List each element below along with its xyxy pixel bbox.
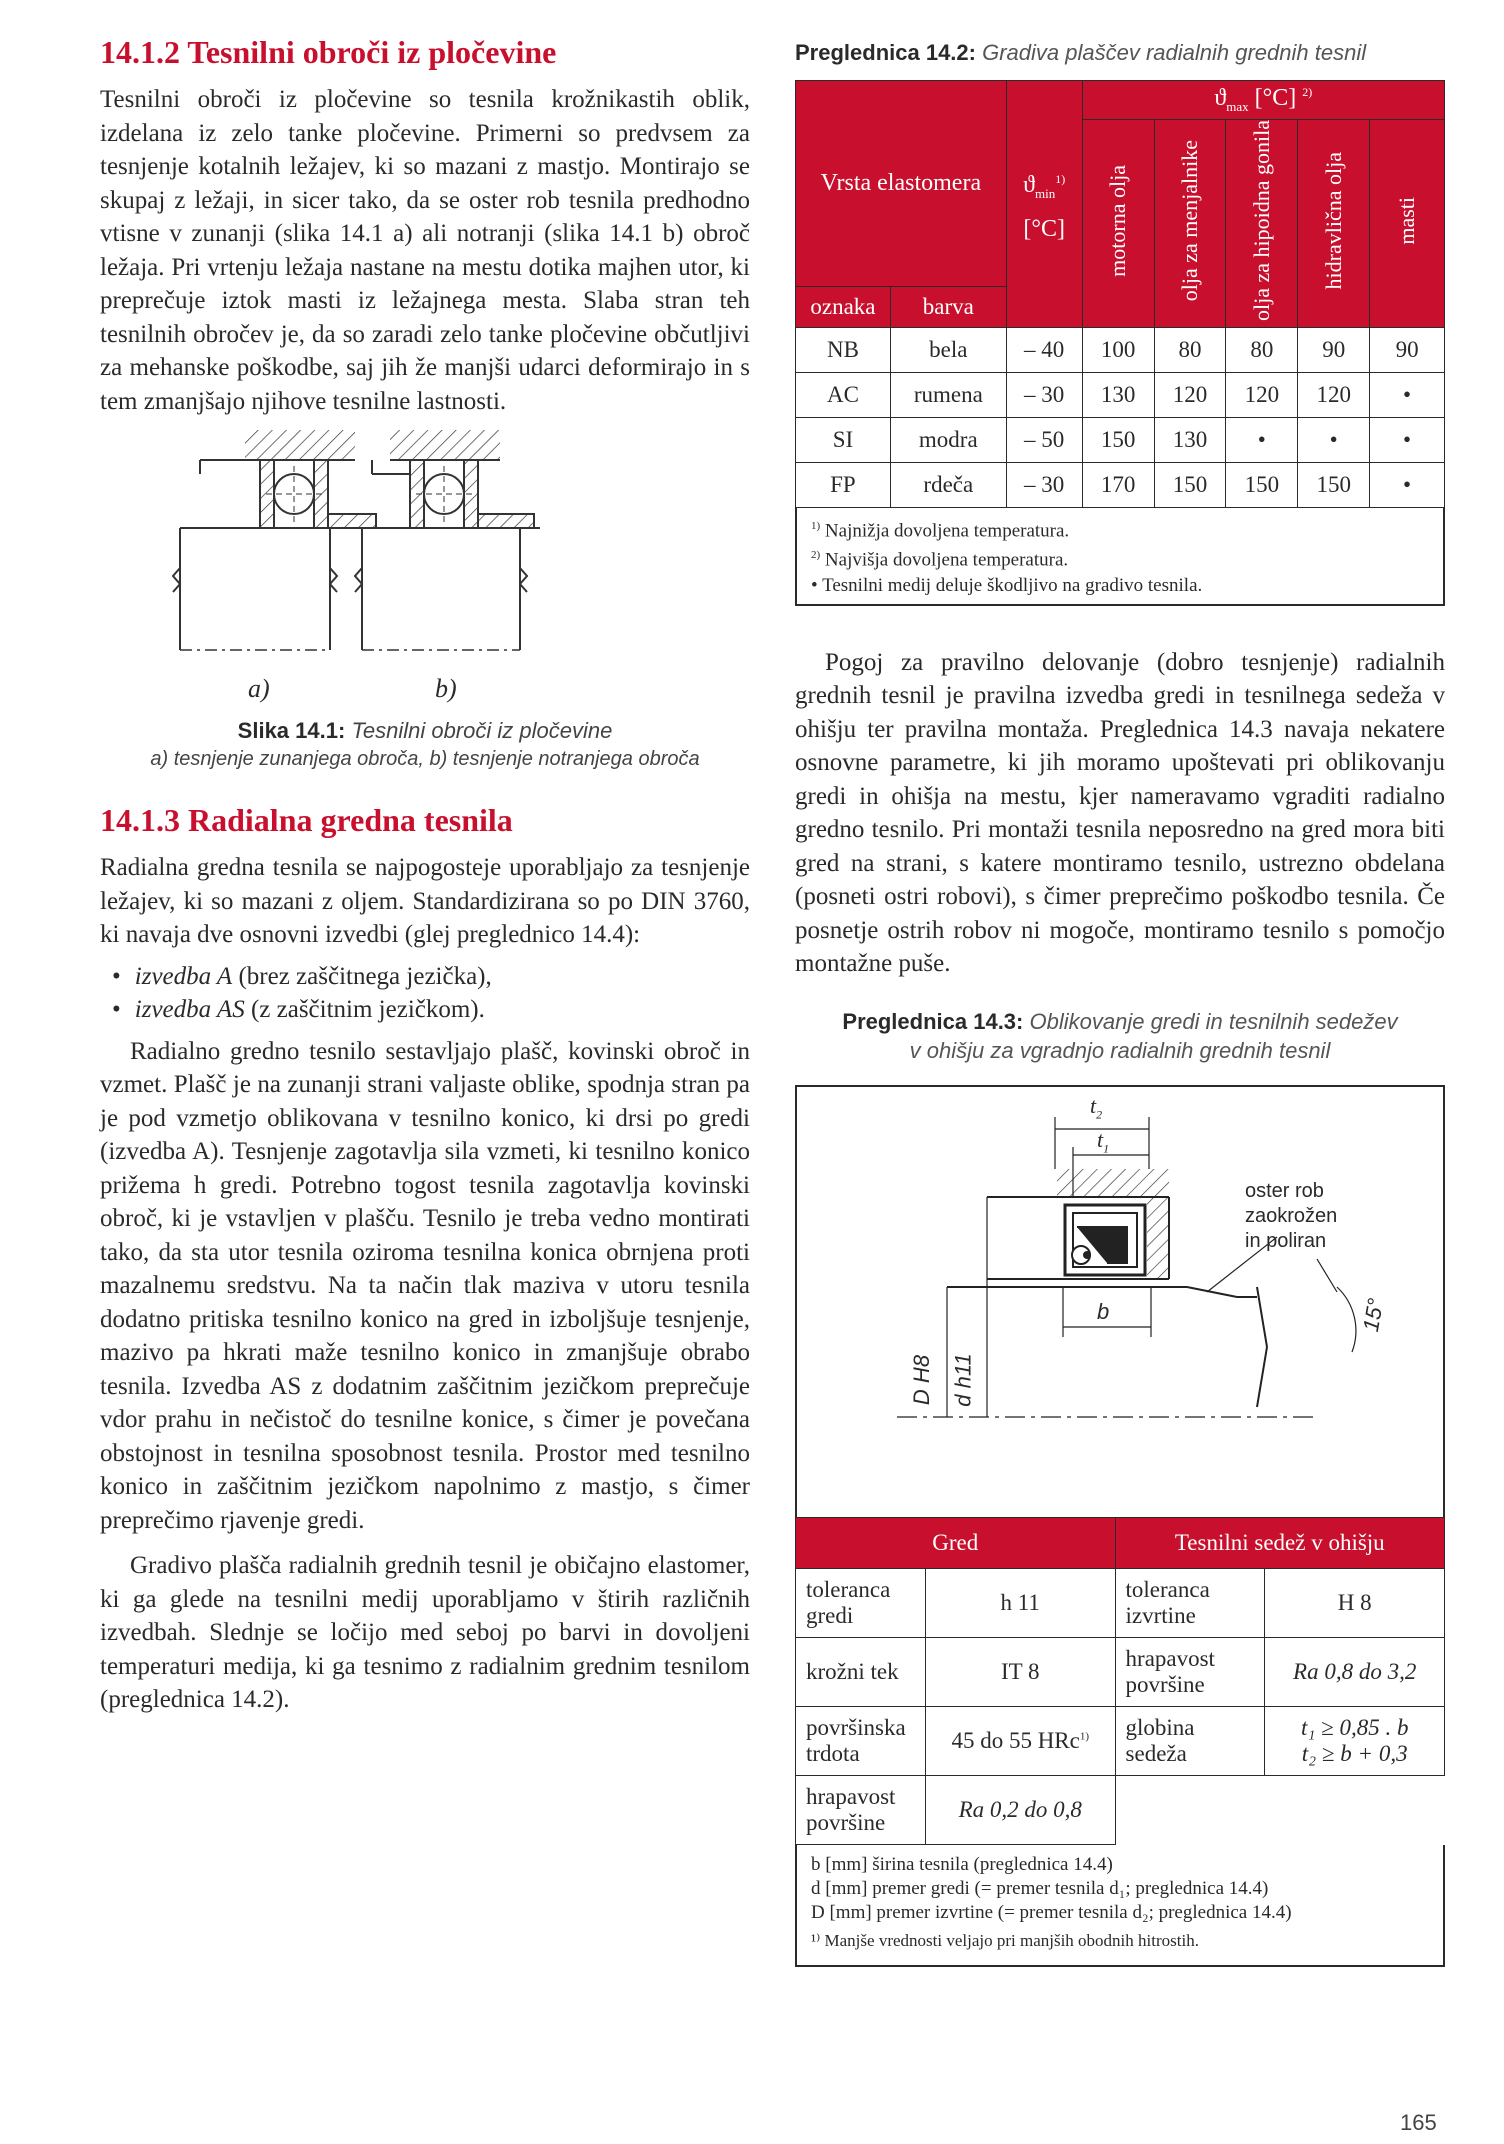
table-row: hrapavost površine Ra 0,2 do 0,8	[796, 1775, 1445, 1844]
table-caption-label: Preglednica 14.2:	[795, 40, 976, 65]
variant-list	[100, 960, 750, 1027]
note: • Tesnilni medij deluje škodljivo na gradivo tesnila.	[811, 574, 1203, 596]
table-row: NB bela – 40 100 80 80 90 90	[796, 328, 1445, 373]
note: d [mm] premer gredi (= premer tesnila d₁; preglednica 14.4)	[811, 1877, 1269, 1899]
header-gred: Gred	[796, 1517, 1116, 1568]
table-caption-label: Preglednica 14.3:	[842, 1008, 1024, 1034]
list-item: • izvedba AS (z zaščitnim jezičkom).	[138, 993, 750, 1027]
figure-label-b: b)	[435, 674, 457, 703]
figure-caption-sub: a) tesnjenje zunanjega obroča, b) tesnjenje notranjega obroča	[150, 748, 700, 770]
dim-t2: $t_2$	[1090, 1092, 1103, 1122]
figure-label-a: a)	[248, 674, 270, 703]
note: $^{2)}$ Najvišja dovoljena temperatura.	[811, 549, 1069, 571]
left-column	[100, 34, 750, 1717]
table-14-2	[795, 80, 1445, 508]
dim-dh11: d h11	[950, 1352, 976, 1407]
edge-note: oster rob zaokrožen in poliran	[1245, 1179, 1338, 1252]
drawing-b	[355, 430, 540, 650]
header-tmin: $ϑ_{min}^{1)}$ [°C]	[1006, 81, 1082, 328]
header-medium: olja za hipoidna gonila	[1226, 120, 1298, 328]
figure-14-1	[100, 418, 750, 788]
header-medium: motorna olja	[1082, 120, 1154, 328]
seal-diagram-svg	[797, 1087, 1443, 1517]
list-item: • izvedba A (brez zaščitnega jezička),	[138, 960, 750, 994]
dim-t1: $t_1$	[1097, 1126, 1110, 1156]
note: b [mm] širina tesnila (preglednica 14.4)	[811, 1853, 1113, 1875]
section-title-1413: 14.1.3 Radialna gredna tesnila	[100, 802, 513, 838]
figure-14-1-caption	[100, 718, 750, 771]
table-row: površinska trdota 45 do 55 HRc$^{1)}$ globina sedeža t₁ ≥ 0,85 . b t₂ ≥ b + 0,3	[796, 1706, 1445, 1775]
dim-DH8: D H8	[909, 1354, 935, 1405]
dim-b: b	[1097, 1298, 1110, 1324]
header-vrsta: Vrsta elastomera	[796, 81, 1007, 287]
table-14-2-notes	[795, 508, 1445, 606]
right-paragraph: Pogoj za pravilno delovanje (dobro tesnjenje) radialnih grednih tesnil je pravilna izvedba gredi in tesnilnega sedeža v ohišju ter pravilna montaža. Preglednica 14.3 navaja nekatere osnovne parametre, ki jih moramo upoštevati pri oblikovanju gredi in ohišja na mestu, kjer nameravamo vgraditi radialno gredno tesnilo. Pri montaži tesnila neposredno na gred mora biti gred na strani, s katere montiramo tesnilo, ustrezno obdelana (posneti ostri robovi), s čimer preprečimo poškodbo tesnila. Če posnetje ostrih robov ni mogoče, montiramo tesnilo s pomočjo montažne puše.	[795, 648, 1445, 978]
angle-label: 15°	[1357, 1296, 1389, 1334]
right-column	[795, 40, 1445, 1967]
header-sedez: Tesnilni sedež v ohišju	[1115, 1517, 1444, 1568]
table-row: krožni tek IT 8 hrapavost površine Ra 0,8 do 3,2	[796, 1637, 1445, 1706]
table-14-2-caption	[795, 40, 1445, 66]
note: ¹⁾ Manjše vrednosti veljajo pri manjših obodnih hitrostih.	[811, 1930, 1199, 1950]
table-row: SI modra – 50 150 130 • • •	[796, 418, 1445, 463]
header-barva: barva	[890, 287, 1006, 328]
table-row: AC rumena – 30 130 120 120 120 •	[796, 373, 1445, 418]
note: $^{1)}$ Najnižja dovoljena temperatura.	[811, 520, 1070, 542]
table-caption-line-2: v ohišju za vgradnjo radialnih grednih tesnil	[909, 1037, 1331, 1063]
table-14-3-caption	[795, 1007, 1445, 1065]
figure-caption-label: Slika 14.1:	[237, 718, 346, 743]
section-title-1412: 14.1.2 Tesnilni obroči iz pločevine	[100, 34, 557, 70]
header-medium: olja za menjalnike	[1154, 120, 1226, 328]
section-1412-paragraph: Tesnilni obroči iz pločevine so tesnila krožnikastih oblik, izdelana iz zelo tanke pločevine. Primerni so predvsem za tesnjenje kotalnih ležajev, ki so mazani z mastjo. Montirajo se skupaj z ležaji, in sicer tako, da se oster rob tesnila predhodno vtisne v zunanji (slika 14.1 a) ali notranji (slika 14.1 b) obroč ležaja. Pri vrtenju ležaja nastane na mestu dotika majhen utor, ki preprečuje iztok masti iz ležajnega mesta. Slaba stran teh tesnilnih obročev je, da so zaradi zelo tanke pločevine občutljivi za mehanske poškodbe, saj jih že manjši udarci deformirajo in s tem zmanjšajo njihove tesnilne lastnosti.	[100, 86, 750, 415]
header-oznaka: oznaka	[796, 287, 891, 328]
header-medium: hidravlična olja	[1298, 120, 1370, 328]
note: D [mm] premer izvrtine (= premer tesnila d₂; preglednica 14.4)	[811, 1901, 1292, 1923]
table-caption-line-1: Oblikovanje gredi in tesnilnih sedežev	[1029, 1008, 1398, 1034]
header-medium: masti	[1370, 120, 1445, 328]
table-14-3	[795, 1517, 1445, 1845]
section-1413-paragraph-2: Radialno gredno tesnilo sestavljajo plašč, kovinski obroč in vzmet. Plašč je na zunanji strani valjaste oblike, spodnja stran pa je pod vzmetjo oblikovana v tesnilno konico, ki drsi po gredi (izvedba A). Tesnjenje zagotavlja sila vzmeti, ki tesnilno konico prižema h gredi. Potrebno togost tesnila zagotavlja kovinski obroč, ki je vstavljen v plašču. Tesnilo je treba vedno montirati tako, da sta utor tesnila oziroma tesnilna konica obrnjena proti mazalnemu sredstvu. Na ta način tlak maziva v utoru tesnila dodatno pritiska tesnilno konico na gred in izboljšuje tesnjenje, mazivo pa hkrati maže tesnilno konico in zmanjšuje obrabo tesnila. Izvedba AS z dodatnim zaščitnim jezičkom preprečuje vdor prahu in nečistoč do tesnilne konice, s čimer je povečana obstojnost in tesnilna sposobnost tesnila. Prostor med tesnilno konico in zaščitnim jezičkom napolnimo z mastjo, s čimer preprečimo rjavenje gredi.	[100, 1037, 750, 1534]
drawing-a	[173, 430, 390, 650]
table-14-3-notes	[795, 1845, 1445, 1967]
table-row: toleranca gredi h 11 toleranca izvrtine H 8	[796, 1568, 1445, 1637]
figure-caption-title: Tesnilni obroči iz pločevine	[351, 718, 613, 743]
table-row: FP rdeča – 30 170 150 150 150 •	[796, 463, 1445, 508]
section-1413-paragraph-1: Radialna gredna tesnila se najpogosteje uporabljajo za tesnjenje ležajev, ki so mazani z oljem. Standardizirana so po DIN 3760, ki navaja dve osnovni izvedbi (glej preglednico 14.4):	[100, 854, 750, 948]
section-1413-paragraph-3: Gradivo plašča radialnih grednih tesnil je običajno elastomer, ki ga glede na tesnilni medij uporabljamo v štirih različnih izvedbah. Slednje se ločijo med seboj po barvi in dovoljeni temperaturi medija, ki ga tesnimo z radialnim grednim tesnilom (preglednica 14.2).	[100, 1552, 750, 1713]
page-number: 165	[1400, 2110, 1437, 2135]
header-tmax: $ϑ_{max}$ [°C] $^{2)}$	[1082, 81, 1444, 120]
table-caption-title: Gradiva plaščev radialnih grednih tesnil	[982, 40, 1367, 65]
shaft-seat-diagram	[795, 1085, 1445, 1517]
